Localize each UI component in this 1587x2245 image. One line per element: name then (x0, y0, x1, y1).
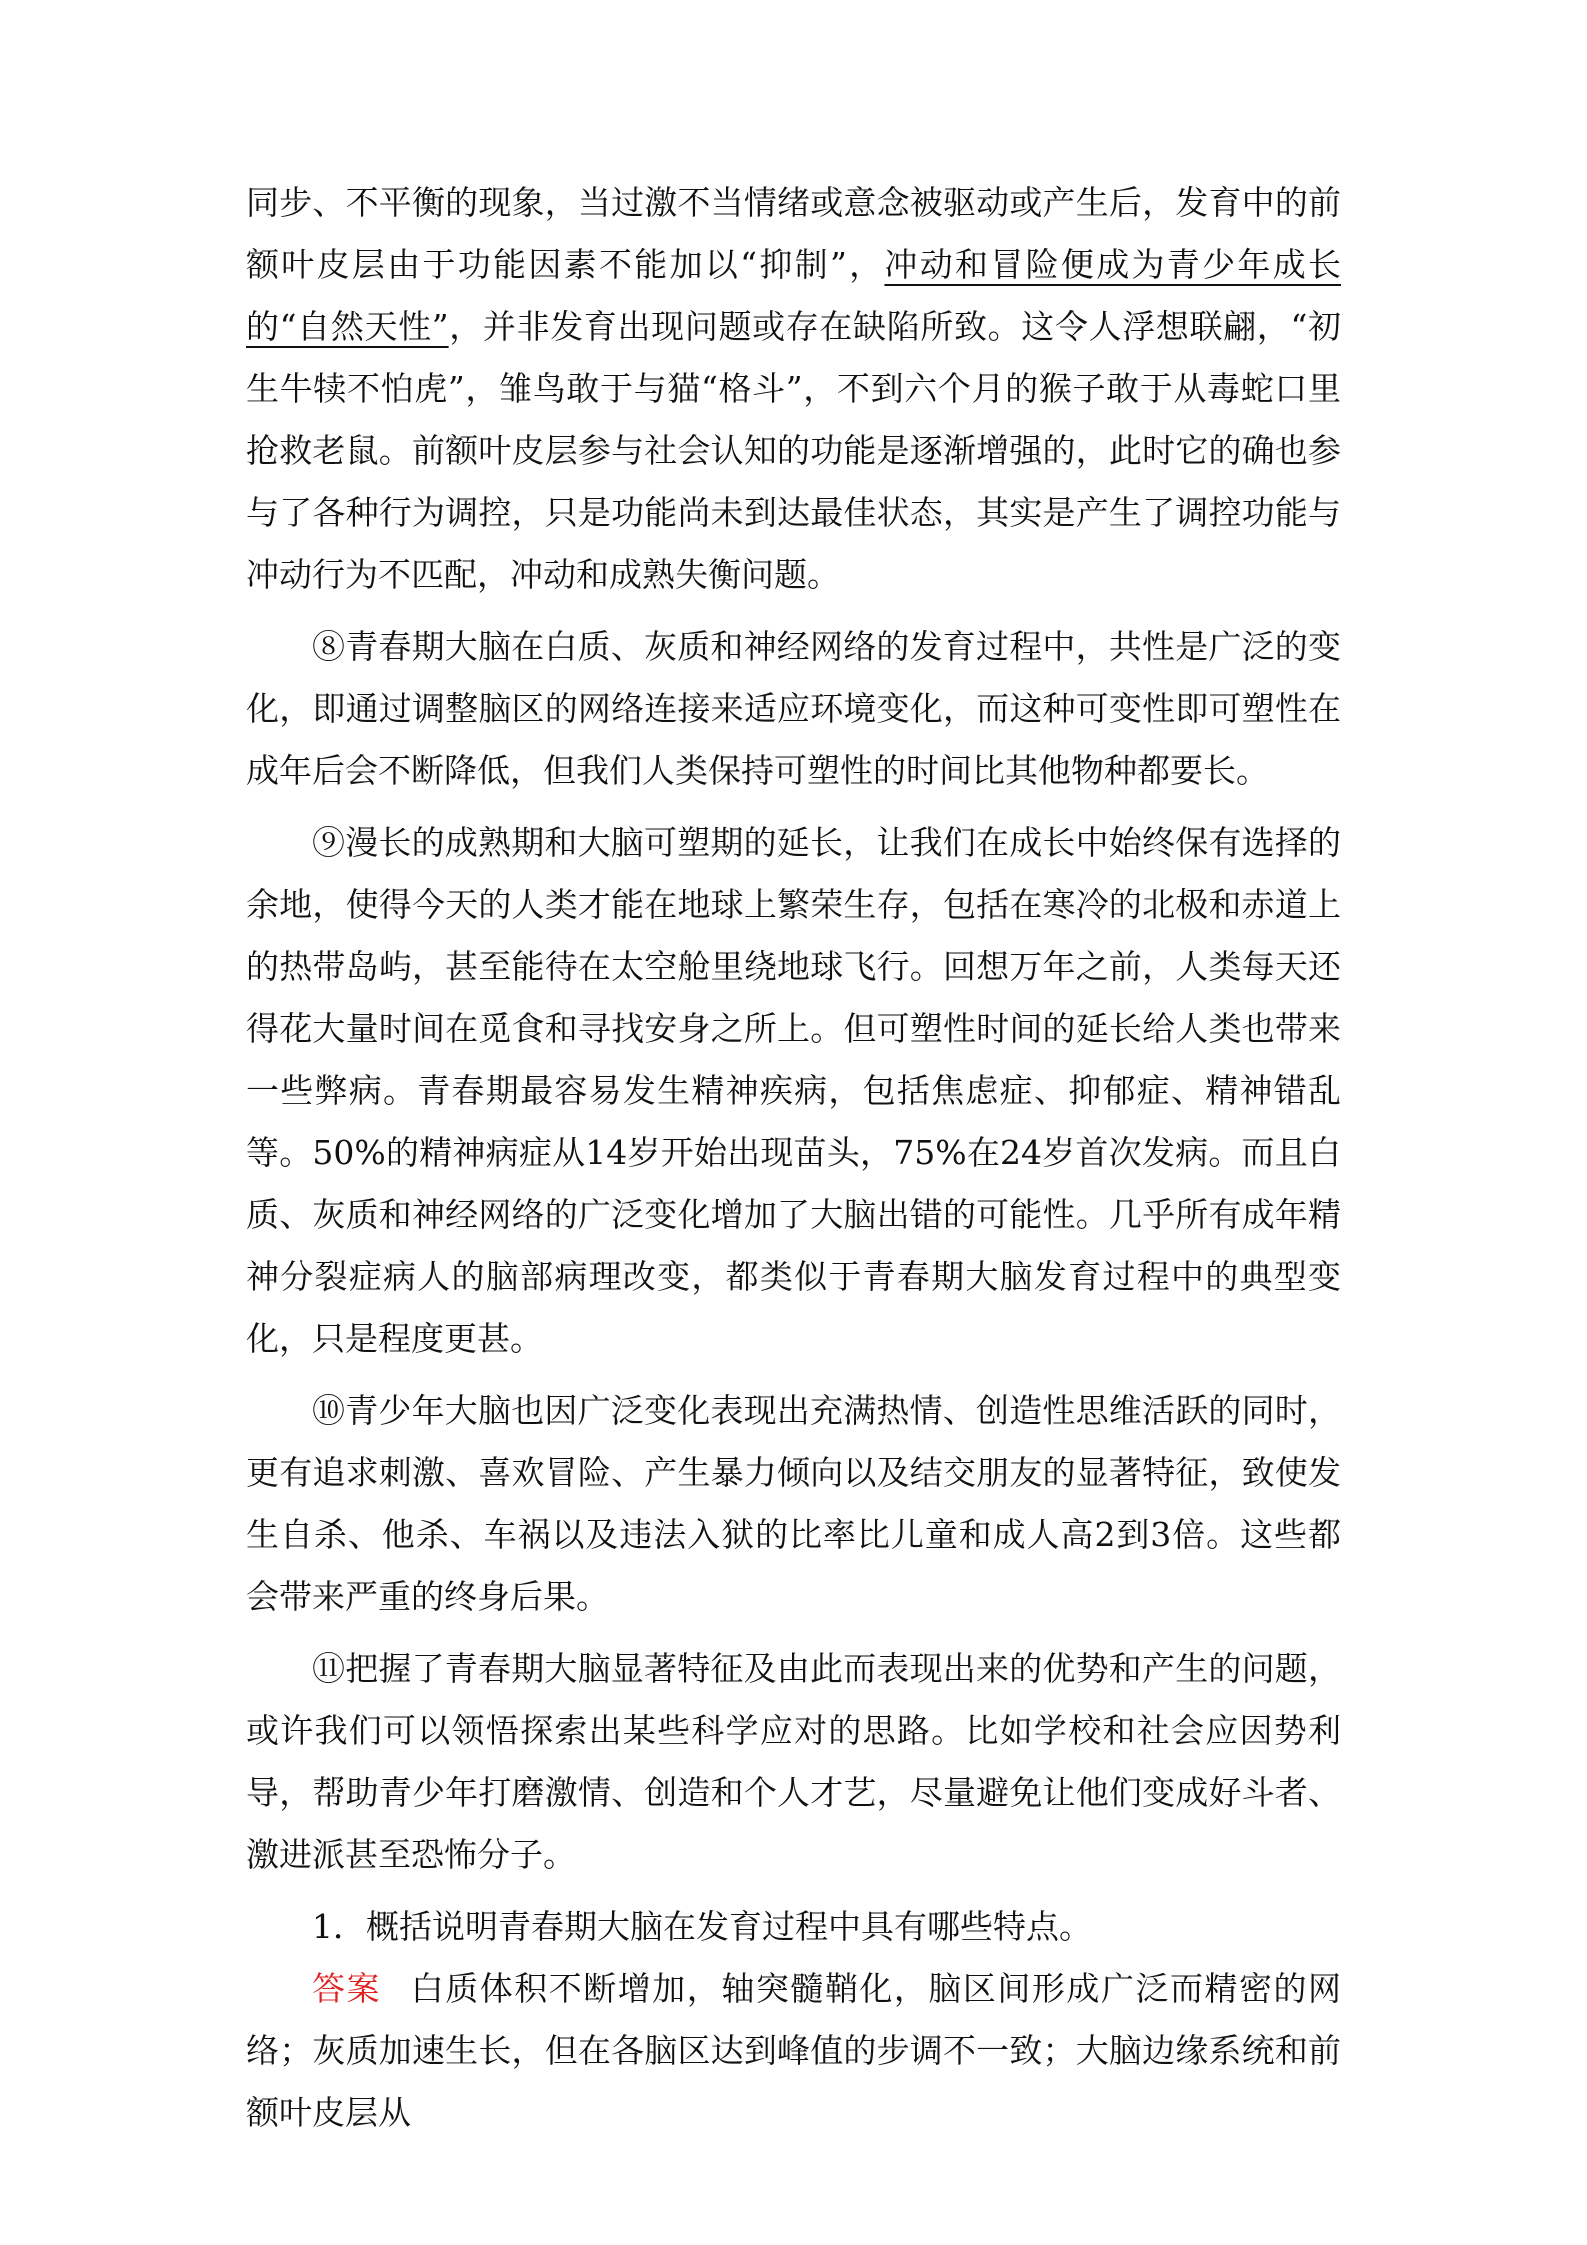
paragraph-11: ⑪把握了青春期大脑显著特征及由此而表现出来的优势和产生的问题，或许我们可以领悟探索出某些科学应对的思路。比如学校和社会应因势利导，帮助青少年打磨激情、创造和个人才艺，尽量避免让他们变成好斗者、激进派甚至恐怖分子。 (246, 1649, 1341, 1874)
paragraph-10: ⑩青少年大脑也因广泛变化表现出充满热情、创造性思维活跃的同时，更有追求刺激、喜欢冒险、产生暴力倾向以及结交朋友的显著特征，致使发生自杀、他杀、车祸以及违法入狱的比率比儿童和成人高2到3倍。这些都会带来严重的终身后果。 (246, 1391, 1341, 1616)
answer-paragraph (246, 1958, 1341, 2144)
continuation-text-part1: 同步、不平衡的现象，当过激不当情绪或意念被驱动或产生后，发育中的前额叶皮层由于功能因素不能加以“抑制”， (246, 183, 1341, 284)
question-1: 1．概括说明青春期大脑在发育过程中具有哪些特点。 (312, 1907, 1092, 1946)
continuation-paragraph (246, 172, 1341, 606)
paragraph-8: ⑧青春期大脑在白质、灰质和神经网络的发育过程中，共性是广泛的变化，即通过调整脑区的网络连接来适应环境变化，而这种可变性即可塑性在成年后会不断降低，但我们人类保持可塑性的时间比其他物种都要长。 (246, 627, 1341, 790)
paragraph-9: ⑨漫长的成熟期和大脑可塑期的延长，让我们在成长中始终保有选择的余地，使得今天的人类才能在地球上繁荣生存，包括在寒冷的北极和赤道上的热带岛屿，甚至能待在太空舱里绕地球飞行。回想万年之前，人类每天还得花大量时间在觅食和寻找安身之所上。但可塑性时间的延长给人类也带来一些弊病。青春期最容易发生精神疾病，包括焦虑症、抑郁症、精神错乱等。50%的精神病症从14岁开始出现苗头，75%在24岁首次发病。而且白质、灰质和神经网络的广泛变化增加了大脑出错的可能性。几乎所有成年精神分裂症病人的脑部病理改变，都类似于青春期大脑发育过程中的典型变化，只是程度更甚。 (246, 823, 1341, 1358)
continuation-text-part2: ，并非发育出现问题或存在缺陷所致。这令人浮想联翩，“初生牛犊不怕虎”，雏鸟敢于与猫“格斗”，不到六个月的猴子敢于从毒蛇口里抢救老鼠。前额叶皮层参与社会认知的功能是逐渐增强的，此时它的确也参与了各种行为调控，只是功能尚未到达最佳状态，其实是产生了调控功能与冲动行为不匹配，冲动和成熟失衡问题。 (246, 307, 1341, 594)
answer-label: 答案 (312, 1969, 382, 2008)
answer-text: 白质体积不断增加，轴突髓鞘化，脑区间形成广泛而精密的网络；灰质加速生长，但在各脑区达到峰值的步调不一致；大脑边缘系统和前额叶皮层从 (246, 1969, 1342, 2132)
underlined-phrase: 冲动和冒险便成为青少年成长的“自然天性” (246, 245, 1342, 346)
